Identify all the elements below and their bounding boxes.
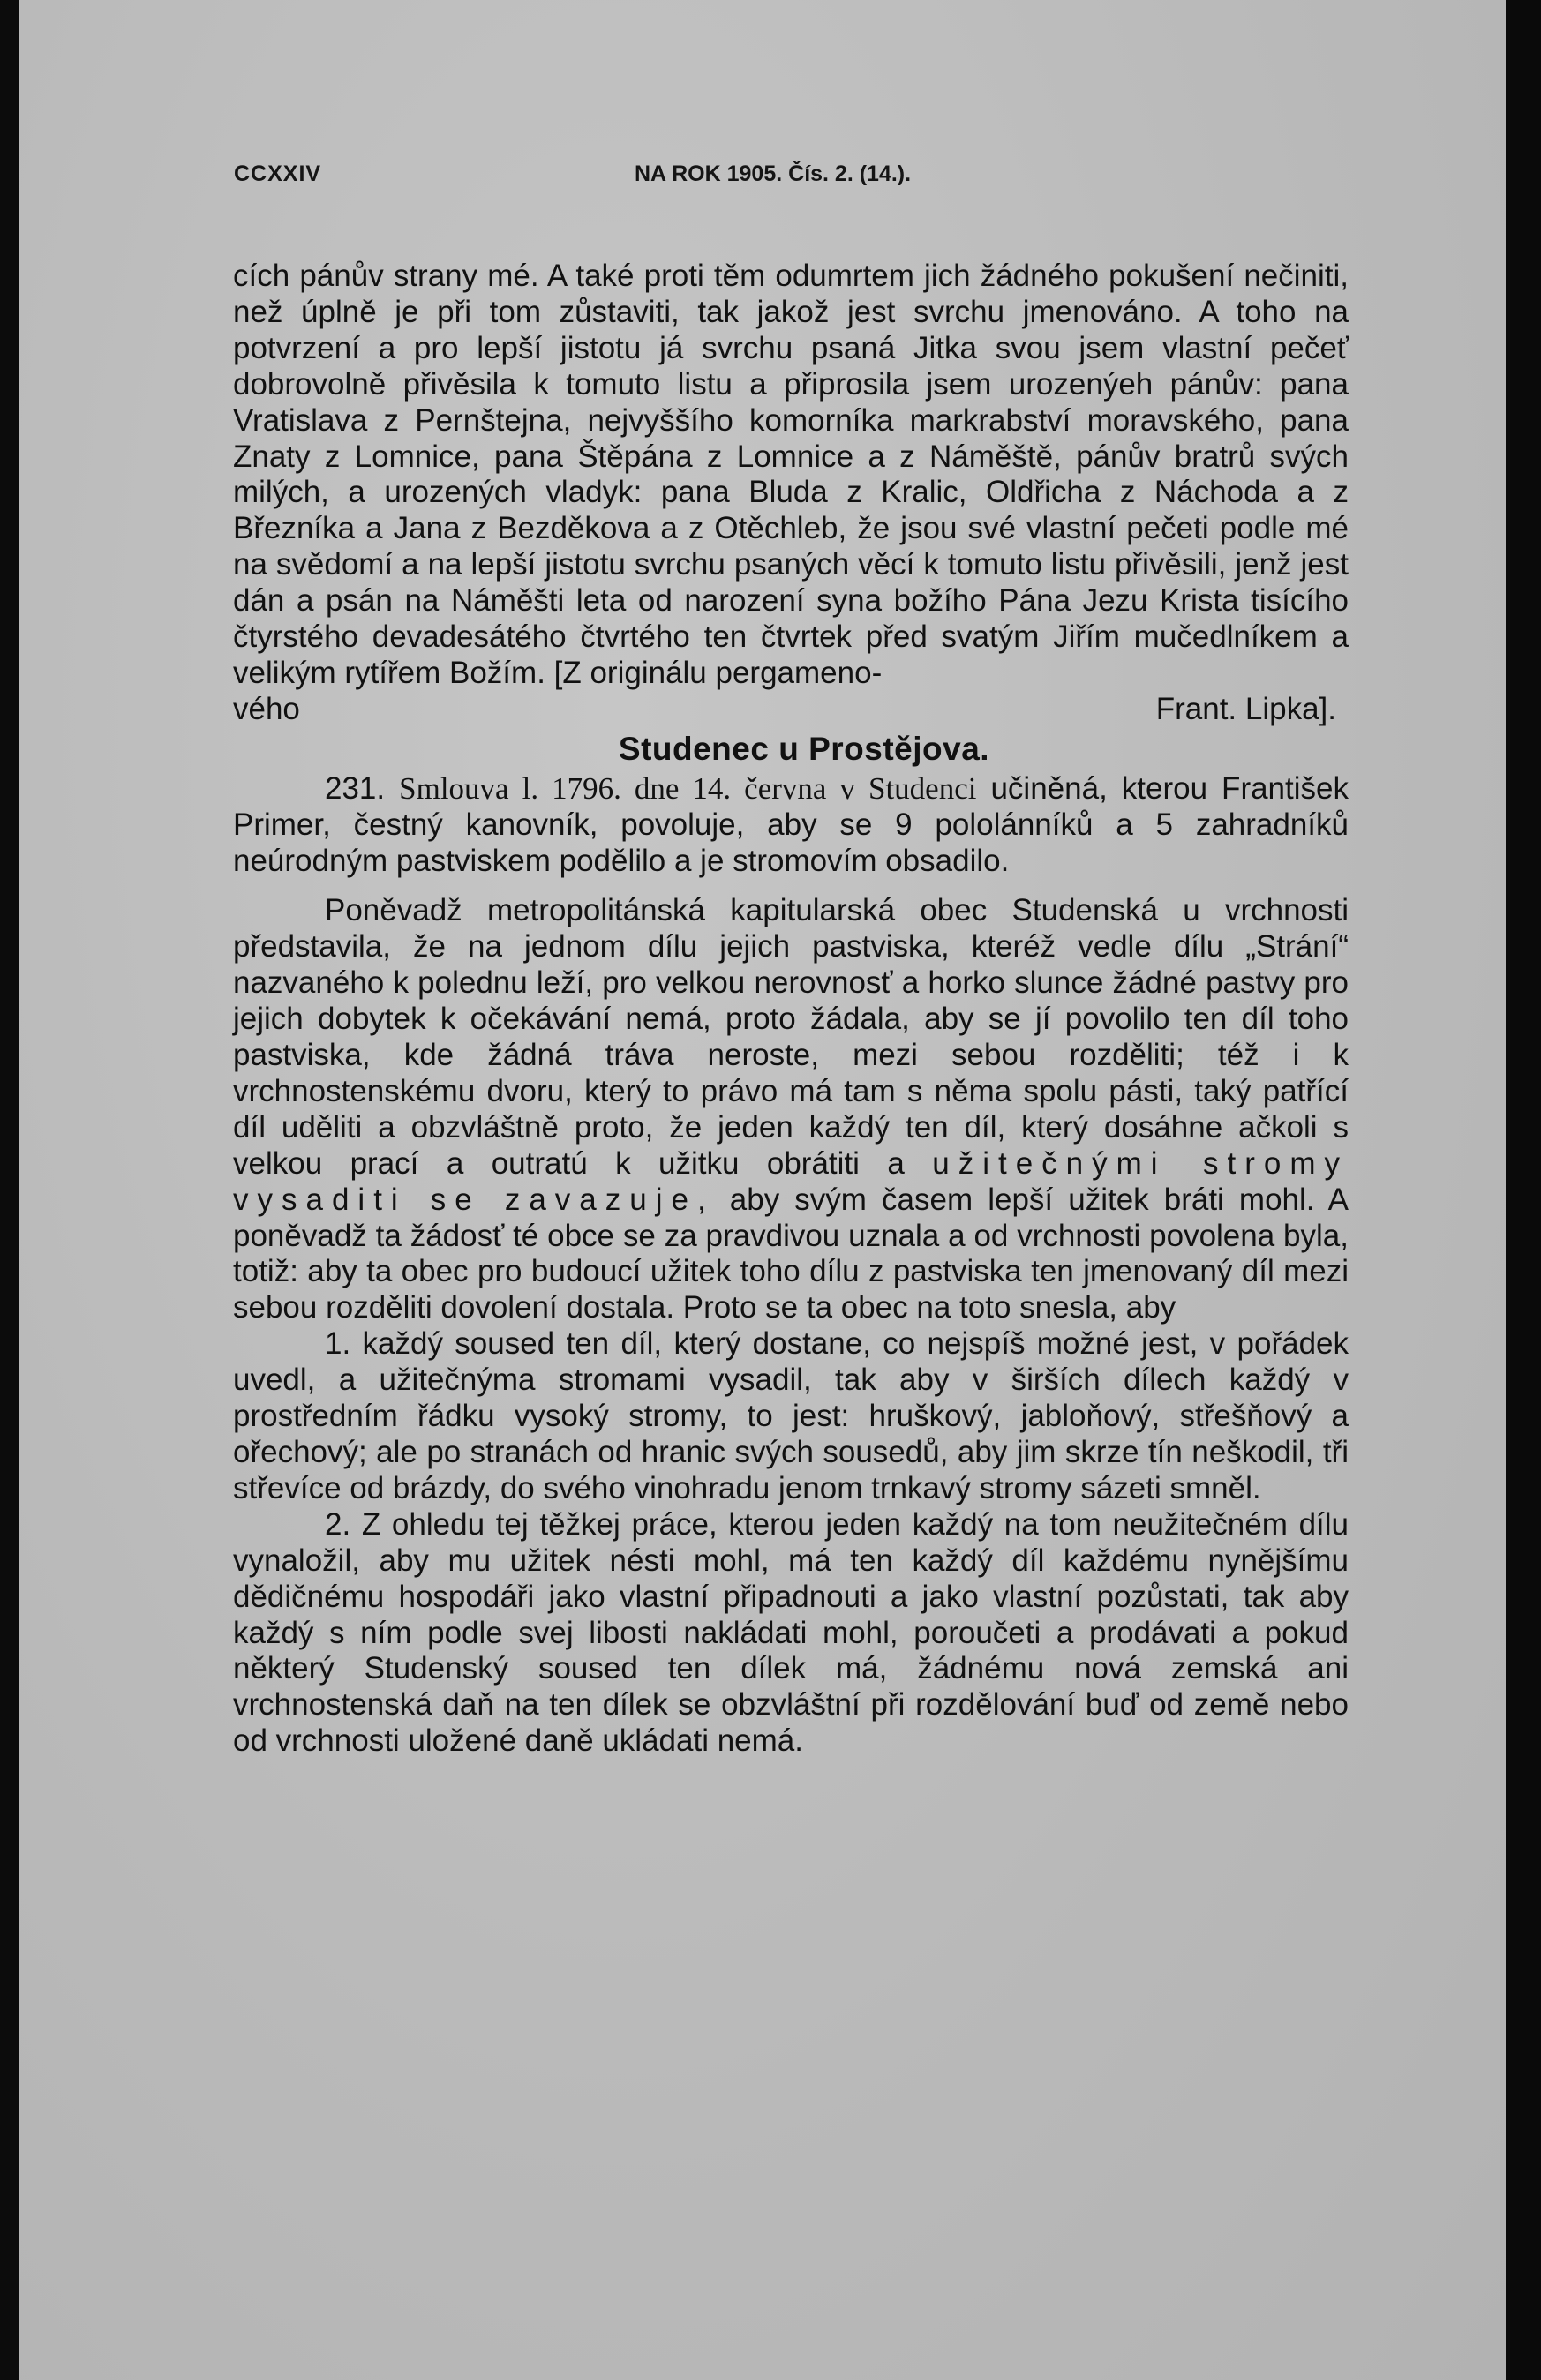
paragraph-continuation: cích pánův strany mé. A také proti těm odumrtem jich žádného pokušení nečiniti, než úplně je při tom zůstaviti, tak jakož jest svrchu jmenováno. A toho na potvrzení a pro lepší jistotu já svrchu psaná Jitka svou jsem vlastní pečeť dobrovolně přivěsila k tomuto listu a připrosila jsem urozenýeh pánův: pana Vratislava z Pernštejna, nejvyššího komorníka markrabství moravského, pana Znaty z Lomnice, pana Štěpána z Lomnice a z Náměště, pánův bratrů svých milých, a urozených vladyk: pana Bluda z Kralic, Oldřicha z Náchoda a z Březníka a Jana z Bezděkova a z Otěchleb, že jsou své vlastní pečeti podle mé na svědomí a na lepší jistotu svrchu psaných věcí k tomuto listu přivěsili, jenž jest dán a psán na Náměšti leta od narození syna božího Pána Jezu Krista tisícího čtyrstého devadesátého čtvrtého ten čtvrtek před svatým Jiřím mučedlníkem a velikým rytířem Božím. [Z originálu pergameno-: [233, 259, 1349, 690]
paragraph-main: [233, 893, 1349, 1326]
section-title: Studenec u Prostějova.: [618, 730, 990, 767]
scan-border: [1506, 0, 1541, 2380]
signature: Frant. Lipka].: [1155, 691, 1336, 726]
entry-summary: [233, 771, 1349, 880]
entry-summary-text: učiněná, kterou František Primer, čestný kanovník, povoluje, aby se 9 pololánníků a 5 zahradníků neúrodným pastviskem podělilo a je stromovím obsadilo.: [233, 770, 1349, 878]
paragraph-tail: [233, 692, 1349, 728]
clause-2: 2. Z ohledu tej těžkej práce, kterou jeden každý na tom neužitečném dílu vynaložil, aby mu užitek nésti mohl, má ten každý díl každému nynějšímu dědičnému hospodáři jako vlastní připadnouti a jako vlastní pozůstati, tak aby každý s ním podle svej libosti nakládati mohl, poroučeti a prodávati a pokud některý Studenský soused ten dílek má, žádnému nová zemská ani vrchnostenská daň na ten dílek se obzvláštní při rozdělování buď od země nebo od vrchnosti uložené daně ukládati nemá.: [233, 1506, 1349, 1759]
spaced-emphasis: užitečnými stromy vysaditi se zavazuje,: [233, 1145, 1349, 1217]
entry-number: 231.: [325, 770, 386, 806]
entry-fraktur-text: Smlouva l. 1796. dne 14. června v Studenci: [399, 770, 977, 806]
page-number: CCXXIV: [234, 161, 322, 186]
running-title: NA ROK 1905. Čís. 2. (14.).: [635, 161, 912, 186]
paragraph-main-part1: Poněvadž metropolitánská kapitularská obec Studenská u vrchnosti představila, že na jednom dílu jejich pastviska, kteréž vedle dílu „Strání“ nazvaného k polednu leží, pro velkou nerovnosť a horko slunce žádné pastvy pro jejich dobytek k očekávání nemá, proto žádala, aby se jí povolilo ten díl toho pastviska, kde žádná tráva neroste, mezi sebou rozděliti; též i k vrchnostenskému dvoru, který to právo má tam s něma spolu pásti, taký patřící díl uděliti a obzvláštně proto, že jeden každý ten díl, který dosáhne ačkoli s velkou prací a outratú k užitku obrátiti a: [233, 893, 1349, 1181]
running-header: [218, 161, 1348, 197]
body-text: [233, 259, 1349, 1760]
hyphen-tail: vého: [233, 691, 300, 726]
paragraph-main-part2: aby svým časem lepší užitek bráti mohl. A poněvadž ta žádosť té obce se za pravdivou uznala a od vrchnosti povolena byla, totiž: aby ta obec pro budoucí užitek toho dílu z pastviska ten jmenovaný díl mezi sebou rozděliti dovolení dostala. Proto se ta obec na toto snesla, aby: [233, 1182, 1349, 1325]
clause-1: 1. každý soused ten díl, který dostane, co nejspíš možné jest, v pořádek uvedl, a užitečnýma stromami vysadil, tak aby v širších dílech každý v prostředním řádku vysoký stromy, to jest: hruškový, jabloňový, střešňový a ořechový; ale po stranách od hranic svých sousedů, aby jim skrze tín neškodil, tři střevíce od brázdy, do svého vinohradu jenom trnkavý stromy sázeti smněl.: [233, 1326, 1349, 1505]
